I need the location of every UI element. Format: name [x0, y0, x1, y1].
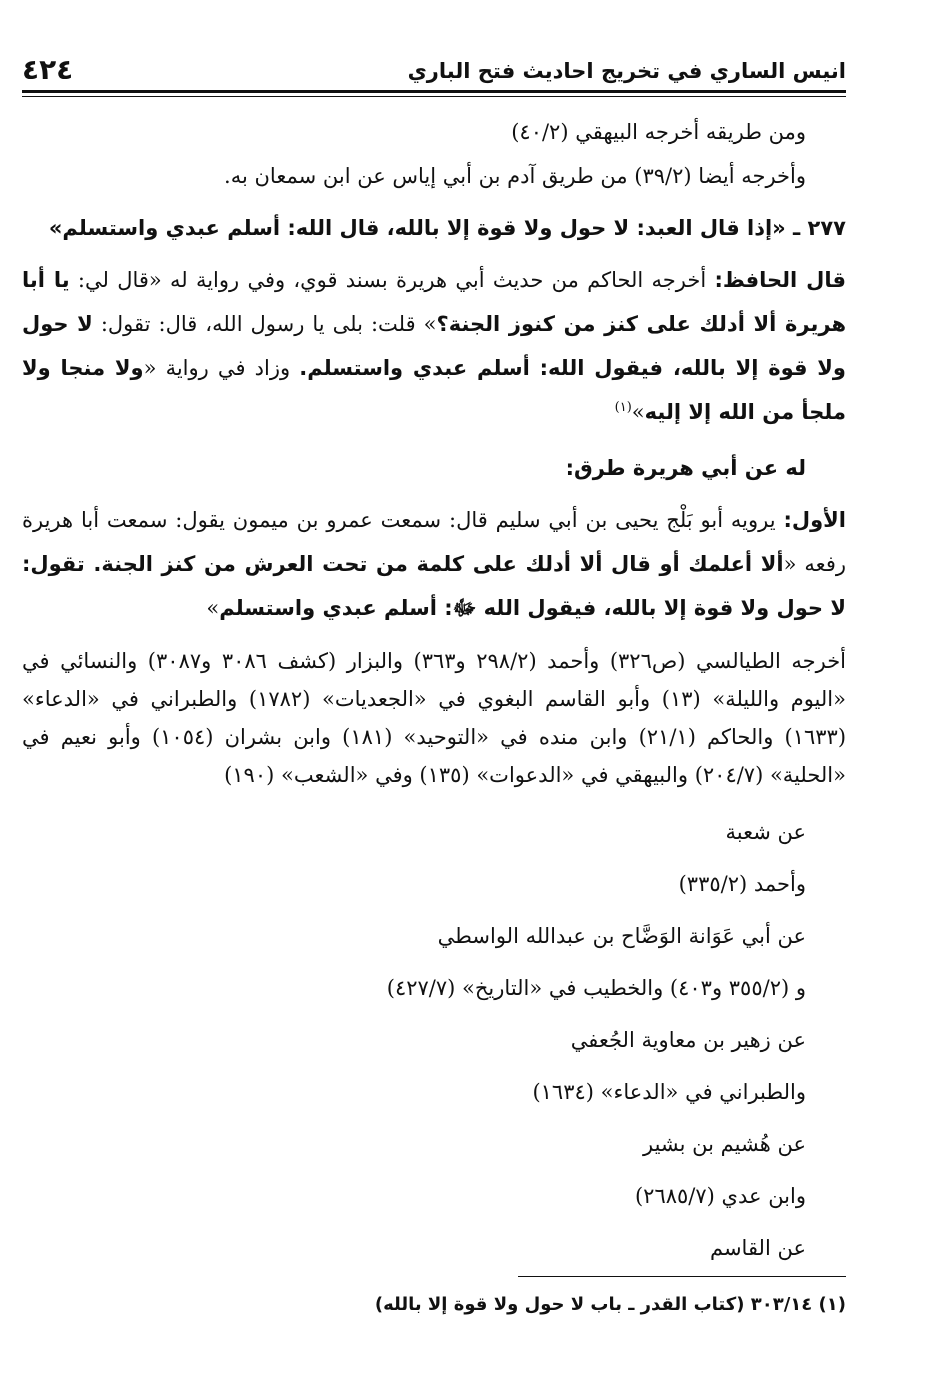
- chain-item: و (٣٥٥/٢ و٤٠٣) والخطيب في «التاريخ» (٤٢٧/٧): [386, 976, 806, 1000]
- running-title: انيس الساري في تخريج احاديث فتح الباري: [407, 59, 846, 83]
- hafiz-paragraph: [22, 258, 846, 434]
- routes-heading: له عن أبي هريرة طرق:: [565, 456, 806, 480]
- spacer: [22, 630, 846, 642]
- hafiz-text-d: »: [631, 400, 645, 424]
- hadith-277: ٢٧٧ ـ «إذا قال العبد: لا حول ولا قوة إلا بالله، قال الله: أسلم عبدي واستسلم»: [48, 216, 846, 240]
- hafiz-label: قال الحافظ:: [714, 268, 846, 292]
- takhrij-paragraph: أخرجه الطيالسي (ص٣٢٦) وأحمد (٢٩٨/٢ و٣٦٣) والبزار (كشف ٣٠٨٦ و٣٠٨٧) والنسائي في «اليوم والليلة» (١٣) وأبو القاسم البغوي في «الجعديات» (١٧٨٢) والطبراني في «الدعاء» (١٦٣٣) والحاكم (٢١/١) وابن منده في «التوحيد» (١٨١) وابن بشران (١٠٥٤) وأبو نعيم في «الحلية» (٢٠٤/٧) والبيهقي في «الدعوات» (١٣٥) وفي «الشعب» (١٩٠): [22, 649, 847, 787]
- hafiz-bold-b: لا حول ولا قوة إلا بالله، فيقول الله: أسلم عبدي واستسلم.: [22, 312, 846, 380]
- footnote-rule: [518, 1276, 846, 1277]
- first-route-bold-a: ألا أعلمك أو قال ألا أدلك على كلمة من تحت العرش من كنز الجنة. تقول: لا حول ولا قوة إلا بالله، فيقول الله ﷻ: أسلم عبدي واستسلم: [22, 552, 846, 620]
- spacer: [22, 794, 846, 806]
- first-route-text-a: يرويه أبو بَلْج يحيى بن أبي سليم قال: سمعت عمرو بن ميمون يقول: سمعت أبا هريرة رفعه «: [22, 508, 846, 576]
- first-route-label: الأول:: [783, 508, 846, 532]
- chain-item: عن زهير بن معاوية الجُعفي: [570, 1028, 806, 1052]
- hafiz-bold-a: يا أبا هريرة ألا أدلك على كنز من كنوز الجنة؟: [22, 268, 847, 336]
- spacer: [22, 198, 846, 206]
- hafiz-text-c: وزاد في رواية «: [143, 356, 300, 380]
- chain-item: عن شعبة: [725, 820, 806, 844]
- chain-item: وابن عدي (٢٦٨٥/٧): [634, 1184, 806, 1208]
- footnote-ref: (١): [614, 400, 632, 415]
- line-1: ومن طريقه أخرجه البيهقي (٤٠/٢): [511, 120, 806, 144]
- first-route: [22, 498, 846, 630]
- chain-item: وأحمد (٣٣٥/٢): [678, 872, 806, 896]
- line-2: وأخرجه أيضا (٣٩/٢) من طريق آدم بن أبي إياس عن ابن سمعان به.: [224, 164, 806, 188]
- chain-item: عن هُشيم بن بشير: [643, 1132, 806, 1156]
- hafiz-text-b: » قلت: بلى يا رسول الله، قال: تقول:: [92, 312, 437, 336]
- chain-item: عن أبي عَوَانة الوَضَّاح بن عبدالله الواسطي: [437, 924, 806, 948]
- chain-item: عن القاسم: [709, 1236, 806, 1260]
- hafiz-bold-c: ولا منجا ولا ملجأ من الله إلا إليه: [22, 356, 846, 424]
- spacer: [22, 434, 846, 446]
- footnote: (١) ٣٠٣/١٤ (كتاب القدر ـ باب لا حول ولا قوة إلا بالله): [374, 1294, 846, 1315]
- chain-item: والطبراني في «الدعاء» (١٦٣٤): [532, 1080, 806, 1104]
- hafiz-text-a: أخرجه الحاكم من حديث أبي هريرة بسند قوي، وفي رواية له «قال لي:: [69, 268, 707, 292]
- body-text: [22, 110, 846, 1274]
- spacer: [22, 250, 846, 258]
- header-rule-secondary: [22, 96, 846, 97]
- page-header: [22, 48, 846, 88]
- header-rule: [22, 90, 846, 93]
- first-route-text-b: »: [206, 596, 220, 620]
- spacer: [22, 490, 846, 498]
- page-number: ٤٢٤: [22, 53, 74, 86]
